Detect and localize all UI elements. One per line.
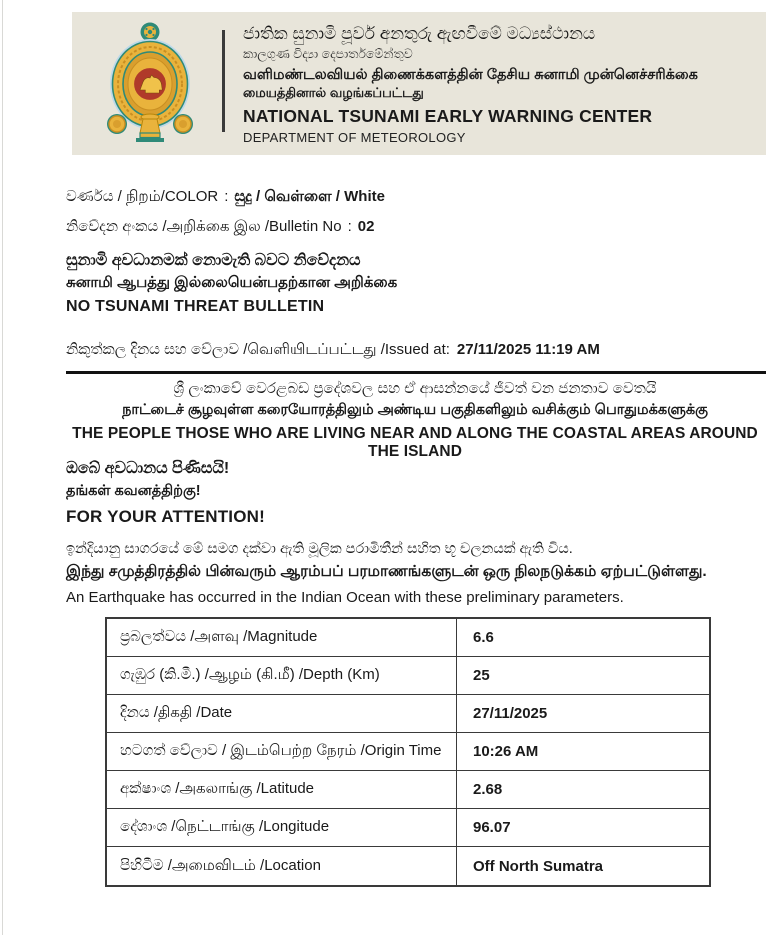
param-label-cell: දේශාංශ /நெட்டாங்கு /Longitude (107, 809, 457, 846)
bulletin-title (66, 252, 397, 316)
bulletin-value: 02 (357, 218, 375, 235)
color-value: සුදු / வெள்ளை / White (234, 188, 385, 205)
attention-english: FOR YOUR ATTENTION! (66, 507, 265, 526)
param-label-cell: හටගත් වේලාව / இடம்பெற்ற நேரம் /Origin Time (107, 733, 457, 770)
title-tamil: சுனாமி ஆபத்து இல்லையென்பதற்கான அறிக்கை (66, 274, 398, 291)
audience-banner (64, 380, 766, 461)
org-name-tamil: வளிமண்டலவியல் திணைக்களத்தின் தேசிய சுனாமி முன்னெச்சரிக்கை (243, 67, 698, 83)
letterhead-divider (222, 30, 225, 132)
table-row-location (107, 847, 709, 885)
summary-sinhala: ඉන්දියානු සාගරයේ මේ සමග දක්වා ඇති මූලික පරාමිතීන් සහිත භූ චලනයක් ඇති විය. (66, 541, 573, 557)
sri-lanka-emblem-icon (98, 20, 202, 146)
issued-at-value: 27/11/2025 11:19 AM (456, 341, 600, 358)
param-label-cell: ගැඹුර (කි.මී.) /ஆழம் (கி.மீ) /Depth (Km) (107, 657, 457, 694)
table-row-magnitude (107, 619, 709, 657)
table-row-longitude (107, 809, 709, 847)
bulletin-number-line (66, 218, 374, 237)
table-row-depth (107, 657, 709, 695)
param-label-cell: අක්ෂාංශ /அகலாங்கு /Latitude (107, 771, 457, 808)
color-label: වර්ණය / நிறம்/COLOR (66, 188, 219, 205)
audience-tamil: நாட்டைச் சூழவுள்ள கரையோரத்திலும் அண்டிய பகுதிகளிலும் வசிக்கும் பொதுமக்களுக்கு (122, 402, 708, 418)
parameters-table (105, 617, 711, 887)
param-value-cell: Off North Sumatra (473, 857, 604, 875)
param-label-cell: දිනය /திகதி /Date (107, 695, 457, 732)
param-value-cell: 6.6 (473, 629, 494, 646)
org-name-english: NATIONAL TSUNAMI EARLY WARNING CENTER (243, 105, 653, 126)
bulletin-separator: : (347, 218, 352, 235)
org-name-tamil-cont: மையத்தினால் வழங்கப்பட்டது (243, 84, 424, 100)
attention-sinhala: ඔබේ අවධානය පිණිසයි! (66, 460, 230, 477)
param-label-cell: පිහිටීම /அமைவிடம் /Location (107, 847, 457, 885)
section-rule (66, 371, 766, 374)
summary-english: An Earthquake has occurred in the Indian Ocean with these preliminary parameters. (66, 589, 624, 606)
issued-at-label: නිකුත්කල දිනය සහ වේලාව /வெளியிடப்பட்டது /Issued at: (66, 341, 450, 358)
param-value-cell: 25 (473, 667, 490, 684)
letterhead-text (243, 24, 698, 145)
param-value-cell: 10:26 AM (473, 743, 539, 760)
org-name-sinhala: ජාතික සුනාමි පූර්ව අනතුරු ඇඟවීමේ මධ්‍යස්ථානය (243, 24, 596, 43)
param-value-cell: 27/11/2025 (473, 705, 548, 722)
summary-tamil: இந்து சமுத்திரத்தில் பின்வரும் ஆரம்பப் பரமாணங்களுடன் ஒரு நிலநடுக்கம் ஏற்பட்டுள்ளது. (66, 563, 707, 580)
table-row-date (107, 695, 709, 733)
param-label-cell: ප්‍රබලත්වය /அளவு /Magnitude (107, 619, 457, 656)
issued-at-line (66, 341, 600, 360)
param-value-cell: 96.07 (473, 819, 511, 836)
attention-block (66, 460, 265, 527)
org-dept-english: DEPARTMENT OF METEOROLOGY (243, 129, 466, 145)
event-summary-block (66, 541, 707, 606)
param-value-cell: 2.68 (473, 781, 503, 798)
bulletin-label: නිවේදන අංකය /அறிக்கை இல /Bulletin No (66, 218, 342, 235)
title-sinhala: සුනාමි අවධානමක් නොමැති බවට නිවේදනය (66, 252, 361, 269)
color-separator: : (224, 188, 229, 205)
letterhead (72, 12, 766, 155)
attention-tamil: தங்கள் கவனத்திற்கு! (66, 483, 201, 499)
title-english: NO TSUNAMI THREAT BULLETIN (66, 298, 325, 315)
audience-english: THE PEOPLE THOSE WHO ARE LIVING NEAR AND ALONG THE COASTAL AREAS AROUND THE ISLAND (72, 425, 758, 460)
table-row-origin-time (107, 733, 709, 771)
org-dept-sinhala: කාලගුණ විද්‍යා දෙපාර්තමේන්තුව (243, 47, 413, 61)
audience-sinhala: ශ්‍රී ලංකාවේ වෙරළබඩ ප්‍රදේශවල සහ ඒ ආසන්නයේ ජීවත් වන ජනතාව වෙතයි (173, 380, 657, 397)
color-status-line (66, 188, 385, 207)
scan-edge-line (2, 0, 3, 935)
emblem-graphic (98, 20, 202, 146)
table-row-latitude (107, 771, 709, 809)
